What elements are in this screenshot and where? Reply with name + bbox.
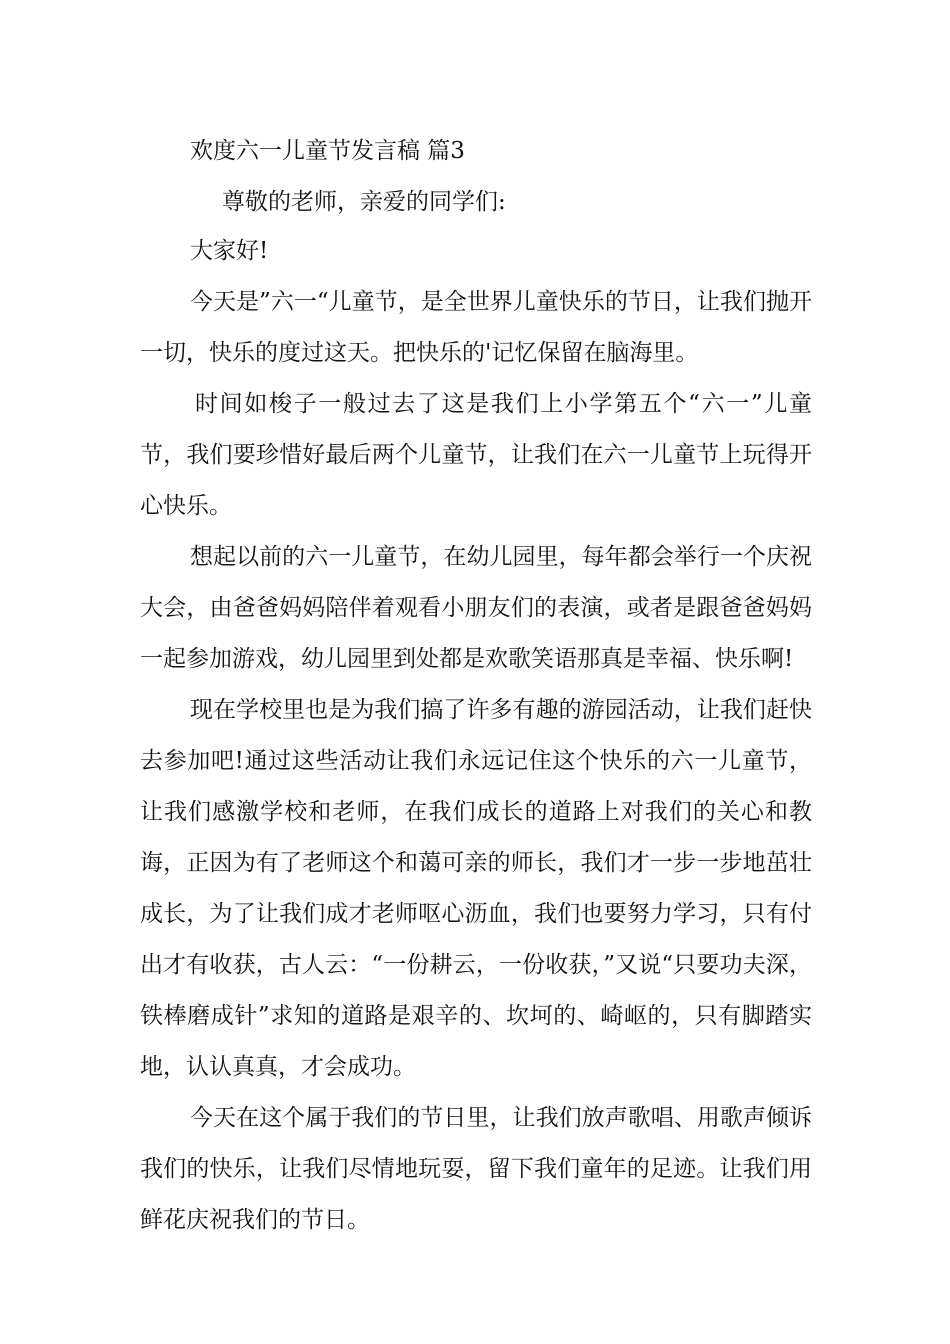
paragraph-3: 想起以前的六一儿童节，在幼儿园里，每年都会举行一个庆祝大会，由爸爸妈妈陪伴着观看小朋友们的表演，或者是跟爸爸妈妈一起参加游戏，幼儿园里到处都是欢歌笑语那真是幸福、快乐啊! — [140, 544, 812, 672]
document-title: 欢度六一儿童节发言稿 篇3 — [190, 138, 465, 164]
paragraph-1: 今天是”六一“儿童节，是全世界儿童快乐的节日，让我们抛开一切，快乐的度过这天。把快乐的'记忆保留在脑海里。 — [140, 289, 812, 366]
paragraph-5: 今天在这个属于我们的节日里，让我们放声歌唱、用歌声倾诉我们的快乐，让我们尽情地玩耍，留下我们童年的足迹。让我们用鲜花庆祝我们的节日。 — [140, 1105, 812, 1233]
greeting: 大家好! — [190, 238, 269, 264]
paragraph-4: 现在学校里也是为我们搞了许多有趣的游园活动，让我们赶快去参加吧!通过这些活动让我们永远记住这个快乐的六一儿童节，让我们感激学校和老师，在我们成长的道路上对我们的关心和教诲，正因为有了老师这个和蔼可亲的师长，我们才一步一步地茁壮成长，为了让我们成才老师呕心沥血，我们也要努力学习，只有付出才有收获，古人云：“一份耕云，一份收获，”又说“只要功夫深，铁棒磨成针”求知的道路是艰辛的、坎坷的、崎岖的，只有脚踏实地，认认真真，才会成功。 — [140, 697, 812, 1080]
salutation: 尊敬的老师，亲爱的同学们: — [222, 189, 506, 215]
body-text — [140, 277, 812, 1246]
paragraph-2: 时间如梭子一般过去了这是我们上小学第五个“六一”儿童节，我们要珍惜好最后两个儿童节，让我们在六一儿童节上玩得开心快乐。 — [140, 391, 812, 519]
